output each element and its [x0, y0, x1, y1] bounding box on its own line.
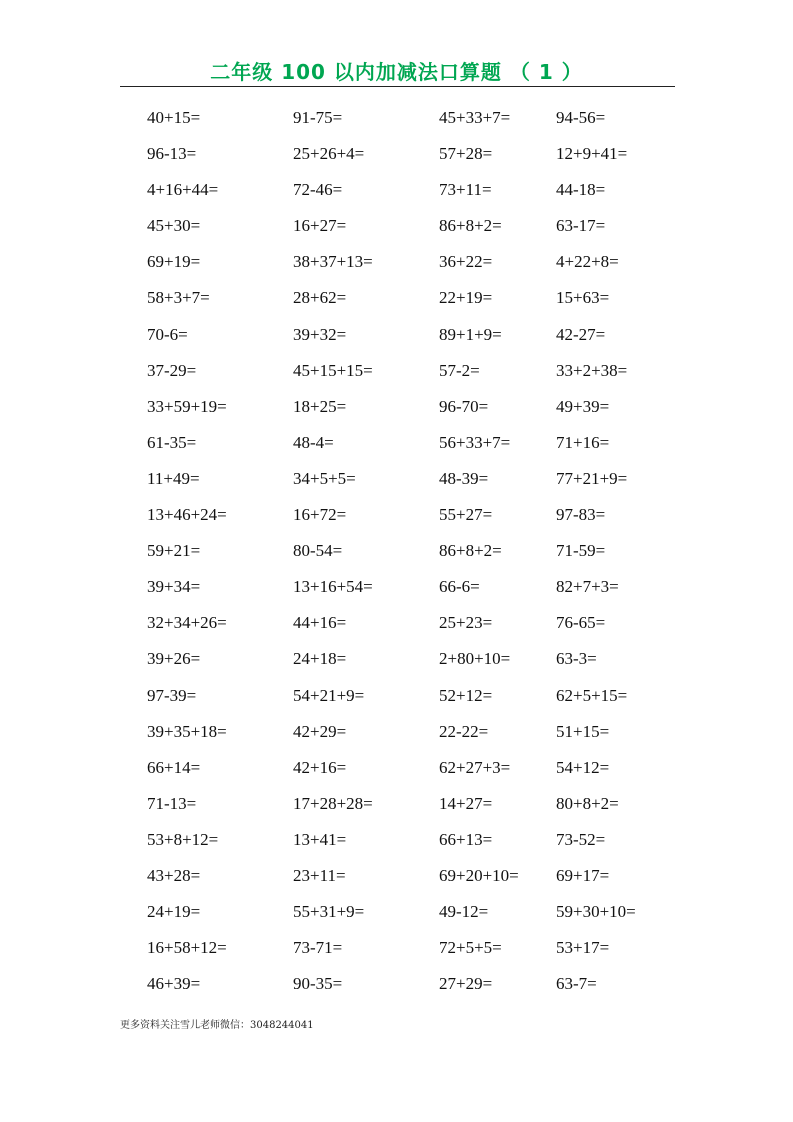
problem-item: 63-3= [556, 649, 597, 669]
problem-item: 45+30= [147, 216, 201, 236]
problem-item: 46+39= [147, 974, 201, 994]
problem-row [0, 106, 793, 142]
problem-item: 28+62= [293, 288, 347, 308]
problem-item: 57-2= [439, 360, 480, 380]
problem-item: 73+11= [439, 180, 492, 200]
problem-item: 25+26+4= [293, 144, 365, 164]
problem-grid [0, 106, 793, 1008]
problem-item: 49+39= [556, 396, 610, 416]
problem-item: 43+28= [147, 865, 201, 885]
problem-item: 33+59+19= [147, 396, 227, 416]
problem-item: 16+72= [293, 505, 347, 525]
problem-item: 57+28= [439, 144, 493, 164]
problem-row [0, 864, 793, 900]
problem-item: 16+58+12= [147, 938, 227, 958]
problem-row [0, 395, 793, 431]
problem-row [0, 431, 793, 467]
problem-item: 37-29= [147, 360, 197, 380]
problem-item: 61-35= [147, 432, 197, 452]
problem-row [0, 539, 793, 575]
problem-item: 69+17= [556, 865, 610, 885]
problem-row [0, 323, 793, 359]
problem-item: 90-35= [293, 974, 343, 994]
problem-row [0, 972, 793, 1008]
problem-item: 97-83= [556, 505, 606, 525]
problem-item: 89+1+9= [439, 324, 502, 344]
problem-item: 44-18= [556, 180, 606, 200]
problem-item: 4+16+44= [147, 180, 219, 200]
problem-item: 13+46+24= [147, 505, 227, 525]
problem-item: 13+41= [293, 829, 347, 849]
problem-item: 24+18= [293, 649, 347, 669]
problem-item: 52+12= [439, 685, 493, 705]
problem-item: 16+27= [293, 216, 347, 236]
problem-item: 66-6= [439, 577, 480, 597]
problem-item: 12+9+41= [556, 144, 628, 164]
problem-item: 71-59= [556, 541, 606, 561]
problem-item: 40+15= [147, 108, 201, 127]
problem-item: 72-46= [293, 180, 343, 200]
problem-row [0, 286, 793, 322]
problem-item: 91-75= [293, 108, 343, 127]
problem-item: 27+29= [439, 974, 493, 994]
problem-item: 33+2+38= [556, 360, 628, 380]
problem-item: 42-27= [556, 324, 606, 344]
problem-item: 77+21+9= [556, 468, 628, 488]
footer-note: 更多资料关注雪儿老师微信：3048244041 [120, 1020, 314, 1031]
problem-row [0, 611, 793, 647]
problem-row [0, 792, 793, 828]
problem-item: 94-56= [556, 108, 606, 127]
problem-item: 39+32= [293, 324, 347, 344]
problem-item: 63-17= [556, 216, 606, 236]
problem-item: 42+29= [293, 721, 347, 741]
problem-item: 96-70= [439, 396, 489, 416]
problem-item: 39+26= [147, 649, 201, 669]
problem-item: 71-13= [147, 793, 197, 813]
problem-item: 73-71= [293, 938, 343, 958]
problem-item: 66+14= [147, 757, 201, 777]
problem-item: 45+33+7= [439, 108, 511, 127]
problem-row [0, 756, 793, 792]
problem-item: 49-12= [439, 902, 489, 922]
problem-item: 54+12= [556, 757, 610, 777]
problem-item: 39+35+18= [147, 721, 227, 741]
problem-item: 54+21+9= [293, 685, 365, 705]
problem-item: 80+8+2= [556, 793, 619, 813]
problem-item: 32+34+26= [147, 613, 227, 633]
problem-item: 18+25= [293, 396, 347, 416]
problem-item: 96-13= [147, 144, 197, 164]
problem-row [0, 828, 793, 864]
problem-item: 15+63= [556, 288, 610, 308]
problem-item: 55+27= [439, 505, 493, 525]
problem-item: 73-52= [556, 829, 606, 849]
problem-row [0, 178, 793, 214]
problem-item: 24+19= [147, 902, 201, 922]
problem-item: 4+22+8= [556, 252, 619, 272]
problem-row [0, 647, 793, 683]
problem-item: 56+33+7= [439, 432, 511, 452]
problem-item: 48-4= [293, 432, 334, 452]
problem-item: 70-6= [147, 324, 188, 344]
problem-item: 42+16= [293, 757, 347, 777]
problem-row [0, 142, 793, 178]
problem-item: 53+8+12= [147, 829, 219, 849]
page-title: 二年级 100 以内加减法口算题 （ 1 ） [210, 60, 583, 84]
problem-row [0, 467, 793, 503]
problem-item: 76-65= [556, 613, 606, 633]
problem-row [0, 575, 793, 611]
problem-item: 39+34= [147, 577, 201, 597]
problem-item: 25+23= [439, 613, 493, 633]
problem-item: 13+16+54= [293, 577, 373, 597]
problem-item: 72+5+5= [439, 938, 502, 958]
problem-item: 23+11= [293, 865, 346, 885]
problem-item: 69+19= [147, 252, 201, 272]
problem-row [0, 250, 793, 286]
problem-item: 55+31+9= [293, 902, 365, 922]
problem-item: 2+80+10= [439, 649, 511, 669]
problem-item: 45+15+15= [293, 360, 373, 380]
problem-item: 63-7= [556, 974, 597, 994]
problem-item: 17+28+28= [293, 793, 373, 813]
problem-item: 62+5+15= [556, 685, 628, 705]
problem-item: 51+15= [556, 721, 610, 741]
problem-item: 69+20+10= [439, 865, 519, 885]
problem-item: 22+19= [439, 288, 493, 308]
problem-row [0, 720, 793, 756]
problem-item: 11+49= [147, 468, 200, 488]
problem-item: 82+7+3= [556, 577, 619, 597]
problem-item: 53+17= [556, 938, 610, 958]
problem-item: 80-54= [293, 541, 343, 561]
problem-row [0, 503, 793, 539]
problem-item: 86+8+2= [439, 216, 502, 236]
problem-item: 22-22= [439, 721, 489, 741]
problem-item: 48-39= [439, 468, 489, 488]
problem-item: 34+5+5= [293, 468, 356, 488]
title-underline [120, 86, 675, 87]
problem-row [0, 214, 793, 250]
problem-row [0, 684, 793, 720]
problem-row [0, 359, 793, 395]
problem-item: 44+16= [293, 613, 347, 633]
problem-row [0, 936, 793, 972]
problem-item: 71+16= [556, 432, 610, 452]
problem-row [0, 900, 793, 936]
problem-item: 14+27= [439, 793, 493, 813]
problem-item: 36+22= [439, 252, 493, 272]
problem-item: 59+21= [147, 541, 201, 561]
problem-item: 58+3+7= [147, 288, 210, 308]
problem-item: 86+8+2= [439, 541, 502, 561]
problem-item: 59+30+10= [556, 902, 636, 922]
problem-item: 62+27+3= [439, 757, 511, 777]
problem-item: 38+37+13= [293, 252, 373, 272]
problem-item: 66+13= [439, 829, 493, 849]
problem-item: 97-39= [147, 685, 197, 705]
